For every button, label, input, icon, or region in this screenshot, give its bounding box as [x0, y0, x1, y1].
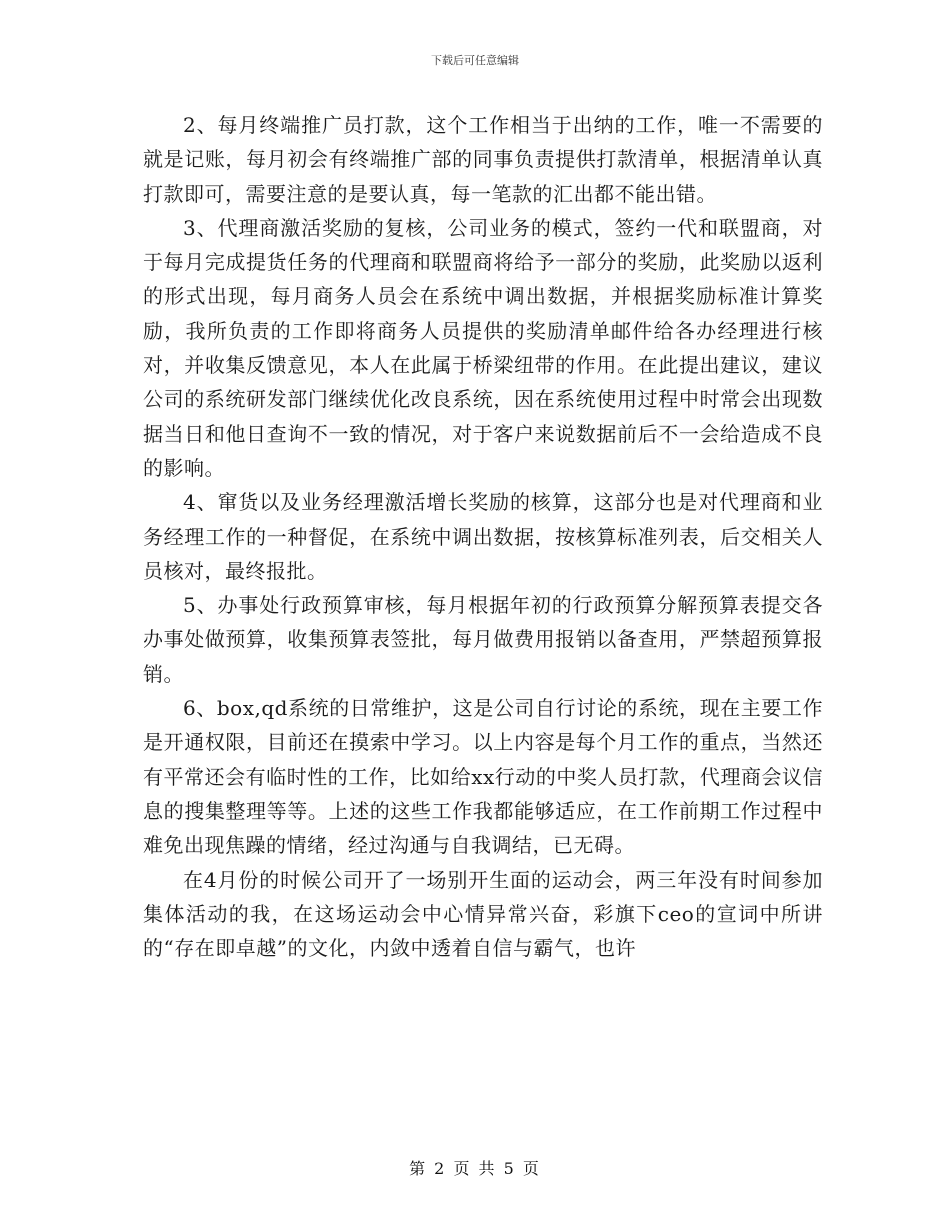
paragraph-sports-meet: 在4月份的时候公司开了一场别开生面的运动会，两三年没有时间参加集体活动的我，在这场运动会中心情异常兴奋，彩旗下ceo的宣词中所讲的“存在即卓越”的文化，内敛中透着自信与霸气，也许 [143, 867, 823, 961]
paragraph-item-6: 6、box,qd系统的日常维护，这是公司自行讨论的系统，现在主要工作是开通权限，目前还在摸索中学习。以上内容是每个月工作的重点，当然还有平常还会有临时性的工作，比如给xx行动的中奖人员打款，代理商会议信息的搜集整理等等。上述的这些工作我都能够适应，在工作前期工作过程中难免出现焦躁的情绪，经过沟通与自我调结，已无碍。 [143, 696, 823, 858]
page-number-footer: 第 2 页 共 5 页 [409, 1159, 541, 1178]
paragraph-item-4: 4、窜货以及业务经理激活增长奖励的核算，这部分也是对代理商和业务经理工作的一种督促，在系统中调出数据，按核算标准列表，后交相关人员核对，最终报批。 [143, 490, 823, 583]
paragraph-item-5: 5、办事处行政预算审核，每月根据年初的行政预算分解预算表提交各办事处做预算，收集预算表签批，每月做费用报销以备查用，严禁超预算报销。 [143, 593, 823, 686]
paragraph-item-2: 2、每月终端推广员打款，这个工作相当于出纳的工作，唯一不需要的就是记账，每月初会有终端推广部的同事负责提供打款清单，根据清单认真打款即可，需要注意的是要认真，每一笔款的汇出都不能出错。 [143, 113, 823, 206]
page-header: 下载后可任意编辑 [431, 54, 519, 67]
paragraph-item-3: 3、代理商激活奖励的复核，公司业务的模式，签约一代和联盟商，对于每月完成提货任务的代理商和联盟商将给予一部分的奖励，此奖励以返利的形式出现，每月商务人员会在系统中调出数据，并根据奖励标准计算奖励，我所负责的工作即将商务人员提供的奖励清单邮件给各办经理进行核对，并收集反馈意见，本人在此属于桥梁纽带的作用。在此提出建议，建议公司的系统研发部门继续优化改良系统，因在系统使用过程中时常会出现数据当日和他日查询不一致的情况，对于客户来说数据前后不一会给造成不良的影响。 [143, 215, 823, 480]
document-body [143, 108, 823, 965]
